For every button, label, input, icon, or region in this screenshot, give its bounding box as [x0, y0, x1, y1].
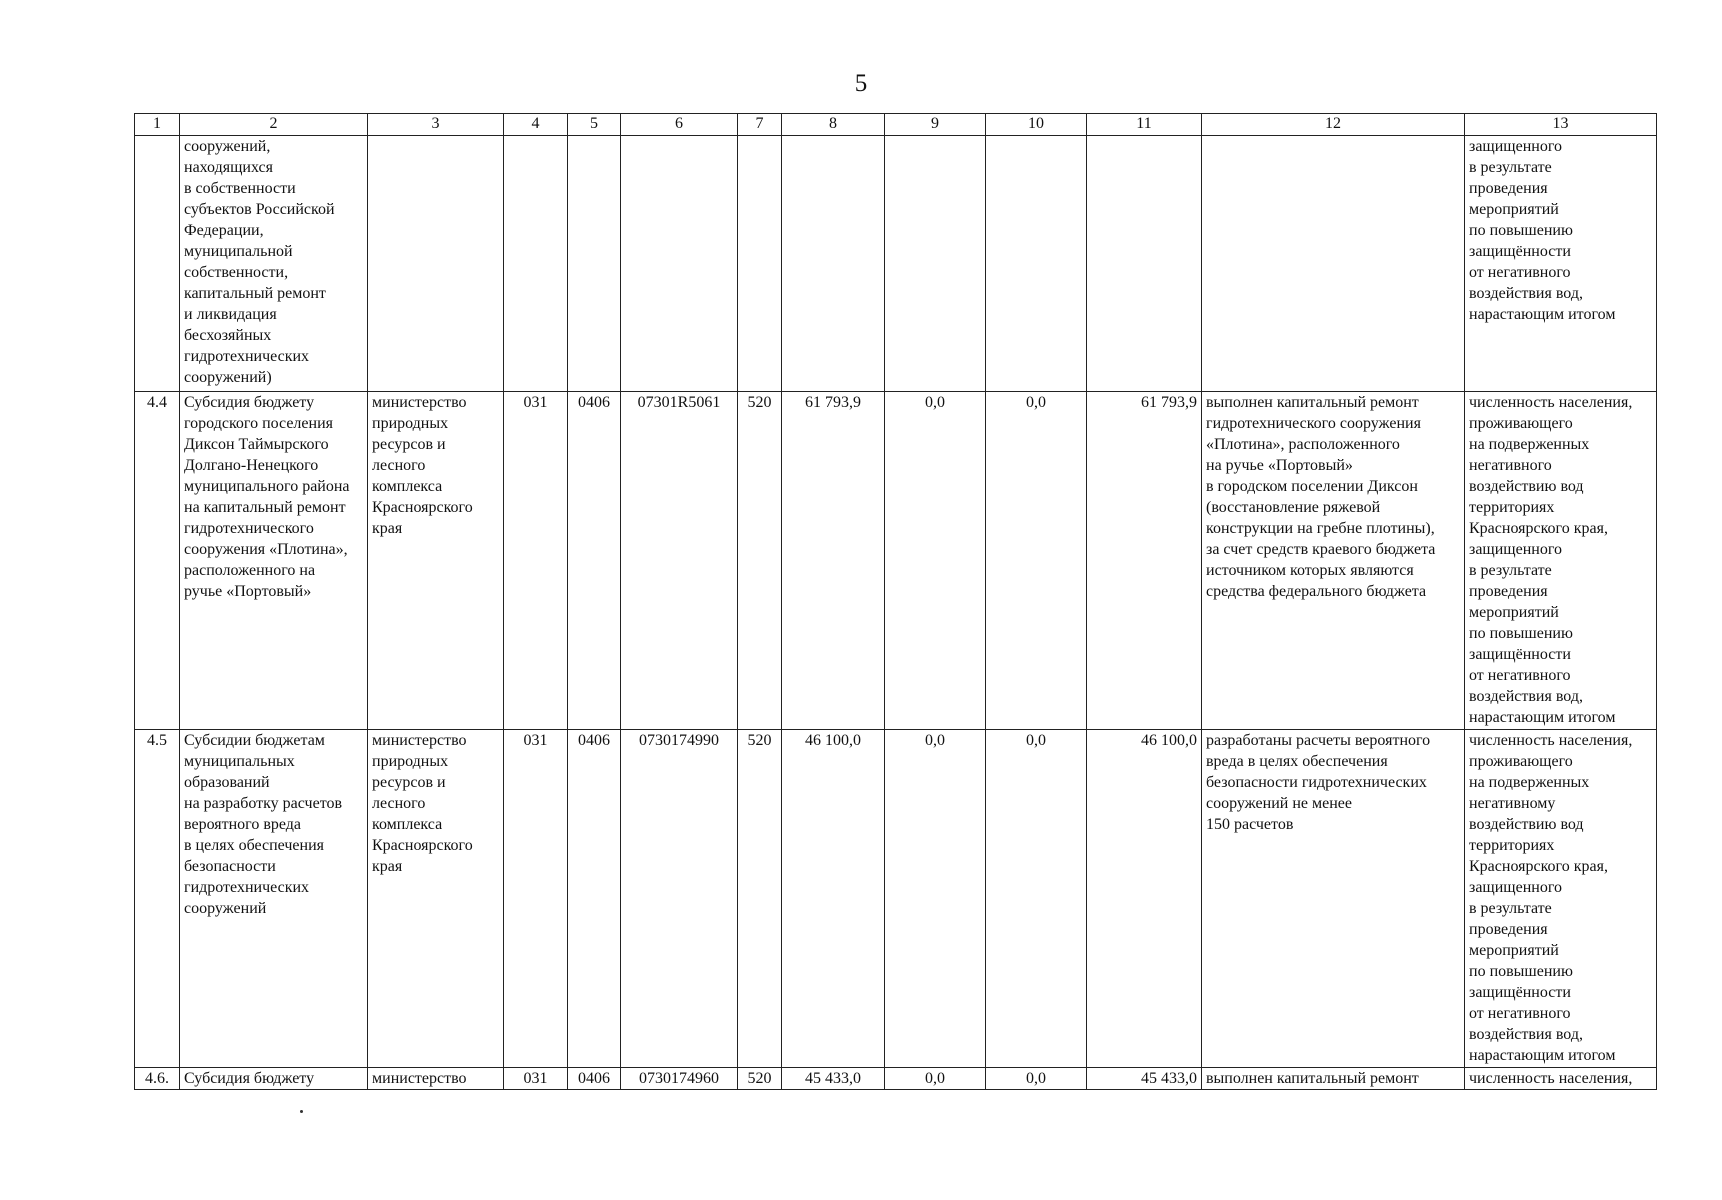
description-cell: Субсидия бюджету городского поселения Диксон Таймырского Долгано-Ненецкого муниципального района на капитальный ремонт гидротехнического сооружения «Плотина», расположенного на ручье «Портовый» [180, 392, 368, 730]
grbs-code-cell: 031 [504, 392, 568, 730]
expense-type-cell: 520 [738, 1068, 782, 1090]
table-row [135, 730, 1657, 1068]
target-code-cell: 0730174990 [621, 730, 738, 1068]
result-cell: разработаны расчеты вероятного вреда в целях обеспечения безопасности гидротехнических сооружений не менее 150 расчетов [1202, 730, 1465, 1068]
scan-speck [300, 1110, 303, 1113]
header-cell: 6 [621, 114, 738, 136]
amount-cell: 0,0 [986, 730, 1087, 1068]
header-cell: 8 [782, 114, 885, 136]
description-cell: сооружений, находящихся в собственности субъектов Российской Федерации, муниципальной собственности, капитальный ремонт и ликвидация бесхозяйных гидротехнических сооружений) [180, 136, 368, 392]
amount-cell: 0,0 [885, 730, 986, 1068]
indicator-cell: численность населения, проживающего на подверженных негативному воздействию вод территориях Красноярского края, защищенного в результате проведения мероприятий по повышению защищённости от негативного воздействия вод, нарастающим итогом [1465, 730, 1657, 1068]
section-code-cell: 0406 [568, 730, 621, 1068]
header-cell: 13 [1465, 114, 1657, 136]
grbs-code-cell: 031 [504, 1068, 568, 1090]
amount-cell [782, 136, 885, 392]
ministry-cell: министерство природных ресурсов и лесного комплекса Красноярского края [368, 730, 504, 1068]
table-header-row [135, 114, 1657, 136]
grbs-code-cell [504, 136, 568, 392]
budget-table [134, 113, 1657, 1090]
expense-type-cell: 520 [738, 392, 782, 730]
header-cell: 9 [885, 114, 986, 136]
header-cell: 3 [368, 114, 504, 136]
target-code-cell: 0730174960 [621, 1068, 738, 1090]
expense-type-cell: 520 [738, 730, 782, 1068]
table-row [135, 1068, 1657, 1090]
section-code-cell: 0406 [568, 392, 621, 730]
amount-cell: 46 100,0 [782, 730, 885, 1068]
amount-cell [986, 136, 1087, 392]
header-cell: 10 [986, 114, 1087, 136]
expense-type-cell [738, 136, 782, 392]
total-cell: 61 793,9 [1087, 392, 1202, 730]
amount-cell: 61 793,9 [782, 392, 885, 730]
result-cell: выполнен капитальный ремонт [1202, 1068, 1465, 1090]
page-number: 5 [854, 70, 868, 97]
amount-cell: 0,0 [885, 392, 986, 730]
grbs-code-cell: 031 [504, 730, 568, 1068]
description-cell: Субсидия бюджету [180, 1068, 368, 1090]
result-cell: выполнен капитальный ремонт гидротехнического сооружения «Плотина», расположенного на ручье «Портовый» в городском поселении Диксон (восстановление ряжевой конструкции на гребне плотины), за счет средств краевого бюджета источником которых являются средства федерального бюджета [1202, 392, 1465, 730]
result-cell [1202, 136, 1465, 392]
header-cell: 1 [135, 114, 180, 136]
ministry-cell [368, 136, 504, 392]
indicator-cell: защищенного в результате проведения мероприятий по повышению защищённости от негативного воздействия вод, нарастающим итогом [1465, 136, 1657, 392]
header-cell: 7 [738, 114, 782, 136]
header-cell: 4 [504, 114, 568, 136]
row-number-cell: 4.5 [135, 730, 180, 1068]
ministry-cell: министерство [368, 1068, 504, 1090]
total-cell: 45 433,0 [1087, 1068, 1202, 1090]
header-cell: 2 [180, 114, 368, 136]
target-code-cell [621, 136, 738, 392]
indicator-cell: численность населения, проживающего на подверженных негативного воздействию вод территориях Красноярского края, защищенного в результате проведения мероприятий по повышению защищённости от негативного воздействия вод, нарастающим итогом [1465, 392, 1657, 730]
amount-cell [885, 136, 986, 392]
header-cell: 5 [568, 114, 621, 136]
header-cell: 12 [1202, 114, 1465, 136]
total-cell: 46 100,0 [1087, 730, 1202, 1068]
section-code-cell: 0406 [568, 1068, 621, 1090]
amount-cell: 0,0 [885, 1068, 986, 1090]
amount-cell: 0,0 [986, 392, 1087, 730]
amount-cell: 0,0 [986, 1068, 1087, 1090]
row-number-cell: 4.4 [135, 392, 180, 730]
row-number-cell: 4.6. [135, 1068, 180, 1090]
total-cell [1087, 136, 1202, 392]
header-cell: 11 [1087, 114, 1202, 136]
ministry-cell: министерство природных ресурсов и лесного комплекса Красноярского края [368, 392, 504, 730]
amount-cell: 45 433,0 [782, 1068, 885, 1090]
section-code-cell [568, 136, 621, 392]
target-code-cell: 07301R5061 [621, 392, 738, 730]
table-row [135, 392, 1657, 730]
indicator-cell: численность населения, [1465, 1068, 1657, 1090]
row-number-cell [135, 136, 180, 392]
table-row [135, 136, 1657, 392]
description-cell: Субсидии бюджетам муниципальных образований на разработку расчетов вероятного вреда в целях обеспечения безопасности гидротехнических сооружений [180, 730, 368, 1068]
